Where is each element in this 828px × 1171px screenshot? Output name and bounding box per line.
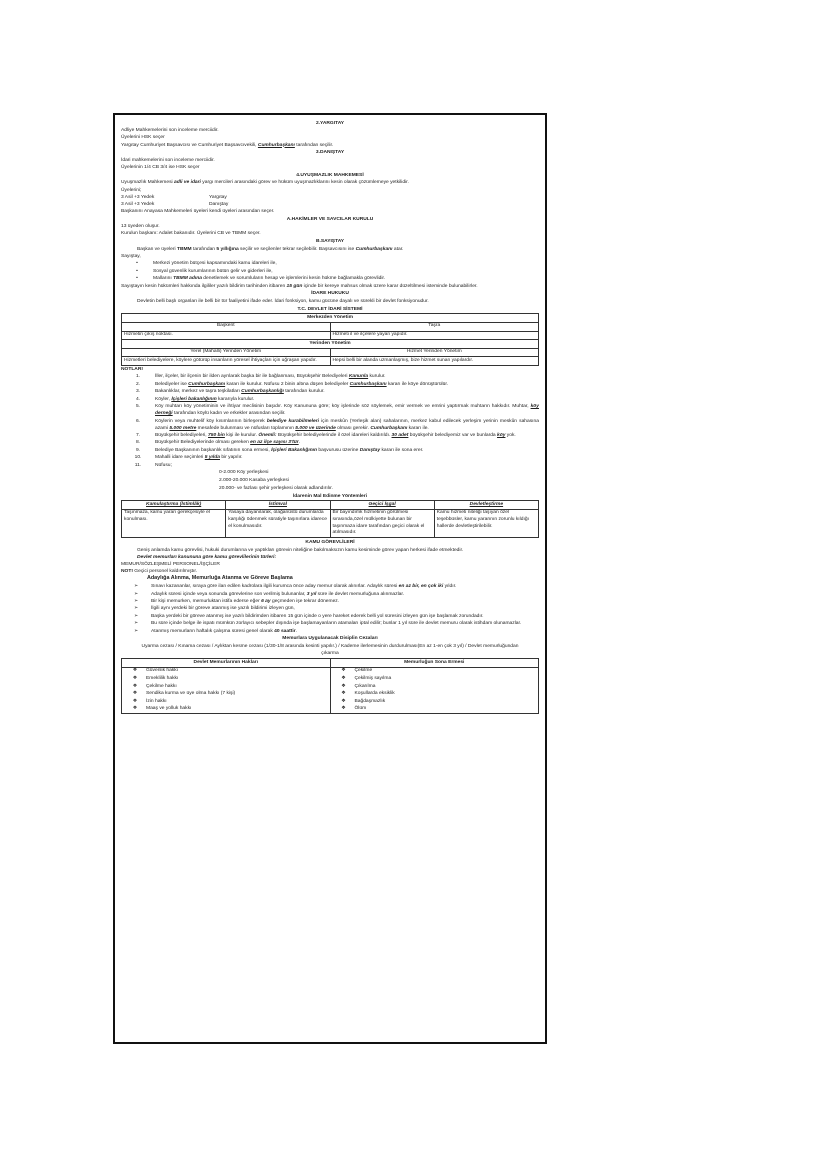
diamond-icon: ❖ <box>132 675 138 681</box>
table-cell: Hizmetin çıkış noktası. <box>122 331 331 340</box>
section-title-danistay: 3.DANIŞTAY <box>315 150 345 156</box>
section-title-sayistay: B.SAYIŞTAY <box>315 239 345 245</box>
text-line: Devlet memurları kanununa göre kamu görevlilerinin türleri: <box>137 554 277 560</box>
table-header: Devlet Memurlarının Hakları <box>122 659 331 668</box>
section-title-hsk: A.HAKİMLER VE SAVCILAR KURULU <box>286 216 374 222</box>
table-header: İstimval <box>226 501 330 510</box>
diamond-icon: ❖ <box>341 691 346 697</box>
diamond-icon: ❖ <box>341 698 346 704</box>
section-title-mal: İdarenin Mal Edinme Yöntemleri <box>292 493 368 499</box>
diamond-icon: ❖ <box>132 706 138 712</box>
text-line: Adliye Mahkemelerini son inceleme merciidir. <box>121 128 219 134</box>
list-item: 11. Nüfusu; <box>134 462 172 468</box>
list-item: • Sosyal güvenlik kurumlarının bütün gelir ve giderleri ile, <box>121 268 539 275</box>
table-cell: ❖ Ölüm <box>330 706 539 714</box>
diamond-icon: ❖ <box>341 668 346 674</box>
diamond-icon: ❖ <box>341 706 346 712</box>
arrow-icon: ➢ <box>133 613 139 619</box>
text-line: Uyarma cezası / Kınama cezası / Aylıktan kesme cezası (1/30-1/8 arasında kesinti yapılır.) / Kademe ilerlemesinin durdurulması(En az 1-en çok 3 yıl) / Devlet memurluğundan çıkarma <box>141 643 519 657</box>
table-cell: ❖ Çıkarılma <box>330 683 539 691</box>
section-title-yargitay: 2.YARGITAY <box>315 120 345 126</box>
list-item: ➢ Adaylık süresi içinde veya sonunda görevlerine son verilmiş bulunanlar, 3 yıl süre ile devlet memurluğuna alınmazlar. <box>121 591 539 598</box>
diamond-icon: ❖ <box>341 683 346 689</box>
text-line: Başkanını Anayasa Mahkemeleri üyeleri kendi üyeleri arasından seçer. <box>121 208 275 214</box>
subsection-title: Adaylığa Alınma, Memurluğa Atanma ve Göreve Başlama <box>147 574 293 581</box>
document-page <box>113 113 547 1044</box>
table-cell: ❖ İzin hakkı <box>122 698 331 706</box>
list-item: ➢ Sınavı kazananlar, sıraya göre ilan edilen kadrolara ilgili kurumca önce aday memur olarak alınırlar. Adaylık süresi en az bir, en çok iki yıldır. <box>121 583 539 590</box>
list-item: • Mallarını TBMM adına denetlemek ve sorumluların hesap ve işlemlerini kesin hükme bağlamakla görevlidir. <box>121 275 539 282</box>
list-item: 5. Köy muhtarı köy yönetiminin ve ihtiyar meclisinin başıdır. Köy Kanununa göre; köy işlerinde söz söylemek, emir vermek ve emrini yaptırmak muhtarın hakkıdır. Muhtar, köy derneği tarafından köylü kadın ve erkekler arasından seçilir. <box>135 404 539 417</box>
table-cell: Taşınmaza, kamu yararı gerekçesiyle el konulması. <box>122 509 226 537</box>
member-row: 3 Asil +3 Yedek Danıştay <box>121 201 229 207</box>
section-title-kamu: KAMU GÖREVLİLERİ <box>305 539 355 545</box>
table-header: Merkezden Yönetim <box>122 314 539 323</box>
text-line: Üyelerini HSK seçer <box>121 135 165 141</box>
notes-title: NOTLAR! <box>121 367 144 372</box>
table-header: Kamulaştırma (İstimlâk) <box>122 501 226 510</box>
table-header: Yerinden Yönetim <box>122 340 539 349</box>
table-header: Devletleştirme <box>434 501 538 510</box>
list-item: 6. Köylerin veya muhtelif köy kısımlarının birleşerek belediye kurabilmeleri için meskûn (Yerleşik alan) sahalarının, merkez kabul edilecek yerleşim yerinin meskûn sahasına azami 5.000 metre mesafede bulunması ve nüfusları toplamının 5.000 ve üzerinde olması gerekir. Cumhurbaşkanı kararı ile. <box>135 418 539 431</box>
list-item: ➢ Atanmış memurların haftalık çalışma süresi genel olarak 40 saattir. <box>121 628 539 635</box>
text-line: Üyelerinin 1/4 CB 3/4 ise HSK seçer <box>121 165 200 171</box>
list-item: 8. Büyükşehir Belediyelerinde olması gereken en az ilçe sayısı 3'tür. <box>135 440 300 446</box>
text-line: Başkan ve üyeleri TBMM tarafından 5 yıllığına seçilir ve seçilenler tekrar seçilebilir. Başsavcısını ise Cumhurbaşkanı atar. <box>137 246 404 252</box>
list-item: 9. Belediye Başkanının başkanlık sıfatının sona ermesi, İçişleri Bakanlığının başvurusu üzerine Danıştay kararı ile sona erer. <box>135 447 424 453</box>
table-cell: ❖ Koşullarda eksiklik <box>330 691 539 699</box>
text-line: Devletin belli başlı organları ile belli bir tür faaliyetini ifade eder. İdari fonksiyon, kamu gücüne dayalı ve sürekli bir devlet fonksiyonudur. <box>137 298 429 304</box>
diamond-icon: ❖ <box>132 698 138 704</box>
list-item: ➢ Başka yerdeki bir göreve atanmış ise yazılı bildirimden itibaren 15 gün içinde o yere hareket ederek belli yol süresini izleyen gün işe başlamak zorundadır. <box>121 613 539 620</box>
diamond-icon: ❖ <box>132 691 138 697</box>
table-cell: Kamu hizmeti niteliği taşıyan özel teşebbüsler, kamu yararının zorunlu kıldığı hallerde devletleştirilebilir. <box>434 509 538 537</box>
text-line: 2.000-20.000 Kasaba yerleşkesi <box>219 478 289 484</box>
rights-table <box>121 658 539 714</box>
list-item: ➢ Bu süre içinde belge ile ispatı mümkün zorlayıcı sebepler dışında işe başlamayanların atamaları iptal edilir; bunlar 1 yıl süre ile devlet memuru olarak istihdam olunamazlar. <box>121 620 539 627</box>
arrow-icon: ➢ <box>133 628 139 634</box>
table-cell: ❖ Çekilme <box>330 667 539 675</box>
list-item: • Merkezi yönetim bütçesi kapsamındaki kamu idareleri ile, <box>121 260 539 267</box>
bullet-icon: • <box>136 261 138 267</box>
table-header: Taşra <box>330 322 539 331</box>
table-cell: ❖ Maaş ve yolluk hakkı <box>122 706 331 714</box>
arrow-icon: ➢ <box>133 621 139 627</box>
diamond-icon: ❖ <box>341 675 346 681</box>
text-line: NOT! Geçici personel kaldırılmıştır. <box>121 568 198 574</box>
diamond-icon: ❖ <box>132 683 138 689</box>
arrow-icon: ➢ <box>133 584 139 590</box>
table-cell: ❖ Çekilme hakkı <box>122 683 331 691</box>
text-line: Uyuşmazlık Mahkemesi adli ve idari yargı mercileri arasındaki görev ve hüküm uyuşmazlıklarını kesin olarak çözümlemeye yetkilidir. <box>121 180 409 186</box>
table-cell: ❖ Bağdaşmazlık <box>330 698 539 706</box>
table-header: Başkent <box>122 322 331 331</box>
section-title-uyusmazlik: 4.UYUŞMAZLIK MAHKEMESİ <box>296 172 364 178</box>
text-line: 0-2.000 Köy yerleşkesi <box>219 470 269 476</box>
text-line: 13 üyeden oluşur. <box>121 224 160 230</box>
table-header: Memurluğun Sona Ermesi <box>330 659 539 668</box>
table-cell: Hizmetleri belediyelere, köylere götürüp insanların yöresel ihtiyaçları için uğraşan yapıdır. <box>122 357 331 366</box>
property-methods-table <box>121 500 539 538</box>
list-item: 10. Mahalli idare seçimleri 5 yılda bir yapılır. <box>134 455 243 461</box>
text-line: Kurulun başkanı: Adalet bakanıdır. Üyelerini CB ve TBMM seçer. <box>121 231 261 237</box>
table-header: Hizmet Yerinden Yönetim <box>330 348 539 357</box>
diamond-icon: ❖ <box>132 668 138 674</box>
text-line: Üyelerini; <box>121 187 142 193</box>
bullet-icon: • <box>136 268 138 274</box>
list-item: ➢ Bir kişi memurken, memurluktan istifa ederse eğer 6 ay geçmeden işe tekrar dönemez. <box>121 598 539 605</box>
list-item: 3. Bakanlıklar, merkez ve taşra teşkilatları Cumhurbaşkanlığı tarafından kurulur. <box>135 389 325 395</box>
table-cell: Hizmeti il ve ilçelere yayan yapıdır. <box>330 331 539 340</box>
text-line: Sayıştay, <box>121 253 141 259</box>
table-cell: ❖ Güvenlik hakkı <box>122 667 331 675</box>
list-item: 4. Köyler, İçişleri bakanlığının kararıyla kurulur. <box>135 396 255 402</box>
text-line: MEMUR/SÖZLEŞMELİ PERSONEL/İŞÇİLER <box>121 561 220 567</box>
table-cell: ❖ Emeklilik hakkı <box>122 675 331 683</box>
text-line: Geniş anlamda kamu görevlisi, hukuki durumlarına ve yaptıkları görevin niteliğine bakılmaksızın kamu kesiminde görev yapan herkesi ifade etmektedir. <box>137 547 464 553</box>
arrow-icon: ➢ <box>133 606 139 612</box>
table-cell: Yasaya dayanılarak, olağanüstü durumlarda karşılığı ödenmek süratiyle taşınırlara idarece el konulmasıdır. <box>226 509 330 537</box>
arrow-icon: ➢ <box>133 591 139 597</box>
arrow-icon: ➢ <box>133 598 139 604</box>
list-item: 1. İller, ilçeler, bir ilçenin bir ilden ayrılarak başka bir ile bağlanması, Büyükşehir Belediyeleri Kanunla kurulur. <box>135 374 386 380</box>
list-item: 2. Belediyeler ise Cumhurbaşkanı kararı ile kurulur. Nüfusu 2 binin altına düşen belediyeler Cumhurbaşkanı kararı ile köye dönüştürülür. <box>135 381 449 387</box>
table-cell: ❖ Çekilmiş sayılma <box>330 675 539 683</box>
bullet-icon: • <box>136 276 138 282</box>
section-title-sistem: T.C. DEVLET İDARİ SİSTEMİ <box>297 306 363 312</box>
member-row: 3 Asil +3 Yedek Yargıtay <box>121 194 227 200</box>
text-line: 20.000- ve fazlası şehir yerleşkesi olarak adlandırılır. <box>219 485 333 491</box>
table-header: Geçici İşgal <box>330 501 434 510</box>
text-line: Yargıtay Cumhuriyet Başsavcısı ve Cumhuriyet Başsavcıvekili, Cumhurbaşkanı tarafından seçilir. <box>121 142 334 148</box>
section-title-idare: İDARE HUKUKU <box>311 291 349 297</box>
table-cell: Hepsi belli bir alanda uzmanlaşmış, bize hizmet sunan yapılardır. <box>330 357 539 366</box>
list-item: ➢ İlgili aynı yerdeki bir göreve atanmış ise yazılı bildirimi izleyen gün, <box>121 605 539 612</box>
administrative-system-table <box>121 313 539 366</box>
text-line: Sayıştayın kesin hükümleri hakkında ilgililer yazılı bildirim tarihinden itibaren 15 gün içinde bir kereye mahsus olmak üzere karar düzeltilmesi isteminde bulunabilirler. <box>121 283 478 289</box>
table-cell: ❖ Sendika kurma ve üye olma hakkı (7 kişi) <box>122 691 331 699</box>
text-line: İdari mahkemelerini son inceleme merciidir. <box>121 157 215 163</box>
table-header: Yerel (Mahalli) Yerinden Yönetim <box>122 348 331 357</box>
section-title-disiplin: Memurlara Uygulanacak Disiplin Cezaları <box>282 636 378 642</box>
table-cell: Bir bayındırlık hizmetinin görülmesi sırasında,özel mülkiyette bulunan bir taşınmaza idare tarafından geçici olarak el atılmasıdır. <box>330 509 434 537</box>
list-item: 7. Büyükşehir belediyeleri, 750 bin kişi ile kurulur. Önemli: Büyükşehir belediyelerinde il özel idareleri kaldırıldı. 30 adet büyükşehir belediyemiz var ve bunlarda köy yok. <box>135 433 516 439</box>
